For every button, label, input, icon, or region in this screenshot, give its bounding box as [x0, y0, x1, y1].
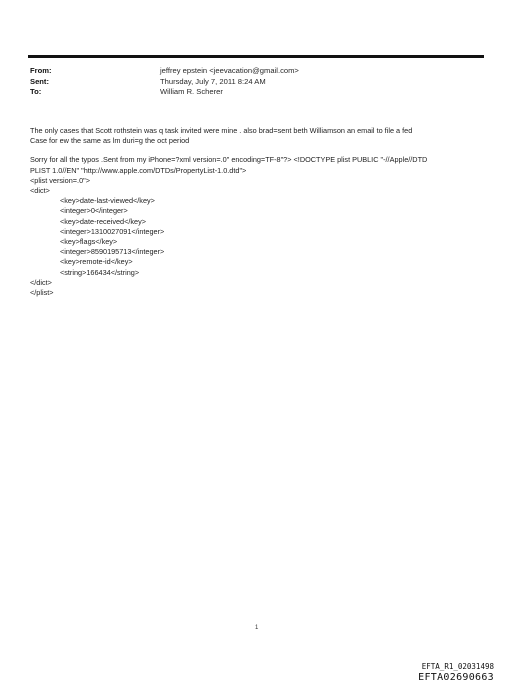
footer-id-primary: EFTA_R1_02031498	[421, 662, 494, 671]
dict-open-line: <dict>	[30, 186, 50, 196]
dict-entry: <integer>8590195713</integer>	[60, 247, 165, 257]
footer-document-ids	[418, 662, 494, 684]
dict-entry: <integer>0</integer>	[60, 206, 128, 216]
footer-id-secondary: EFTA02690663	[418, 672, 494, 683]
body-line: Sorry for all the typos .Sent from my iPhone=?xml version=.0" encoding=TF-8"?> <!DOCTYPE plist PUBLIC "-//Apple//DTD	[30, 155, 428, 165]
header-rule	[28, 55, 484, 58]
body-line: Case for ew the same as lm duri=g the oct period	[30, 136, 190, 146]
email-header	[30, 66, 480, 98]
body-line: PLIST 1.0//EN" "http://www.apple.com/DTDs/PropertyList-1.0.dtd">	[30, 165, 247, 175]
dict-entry: <key>flags</key>	[60, 237, 118, 247]
sent-row	[30, 77, 480, 88]
to-label: To:	[30, 87, 42, 96]
body-paragraph-1	[30, 126, 490, 146]
dict-entry: <key>date-last-viewed</key>	[60, 196, 155, 206]
sent-value: Thursday, July 7, 2011 8:24 AM	[160, 76, 266, 86]
plist-open-line: <plist version=.0">	[30, 175, 90, 185]
dict-close-line: </dict>	[30, 277, 52, 287]
dict-entry: <key>date-received</key>	[60, 216, 146, 226]
from-label: From:	[30, 66, 52, 75]
dict-entry: <integer>1310027091</integer>	[60, 226, 165, 236]
plist-close-line: </plist>	[30, 288, 54, 298]
dict-entry: <key>remote-id</key>	[60, 257, 133, 267]
dict-entry: <string>166434</string>	[60, 267, 140, 277]
email-body	[30, 126, 490, 298]
page-number: 1	[255, 625, 259, 631]
from-row	[30, 66, 480, 77]
to-row	[30, 87, 480, 98]
to-value: William R. Scherer	[160, 87, 223, 96]
sent-label: Sent:	[30, 76, 49, 86]
body-paragraph-2	[30, 155, 490, 298]
body-line: The only cases that Scott rothstein was q task invited were mine . also brad=sent beth Williamson an email to file a fed	[30, 126, 413, 135]
from-value: jeffrey epstein <jeevacation@gmail.com>	[160, 66, 299, 75]
